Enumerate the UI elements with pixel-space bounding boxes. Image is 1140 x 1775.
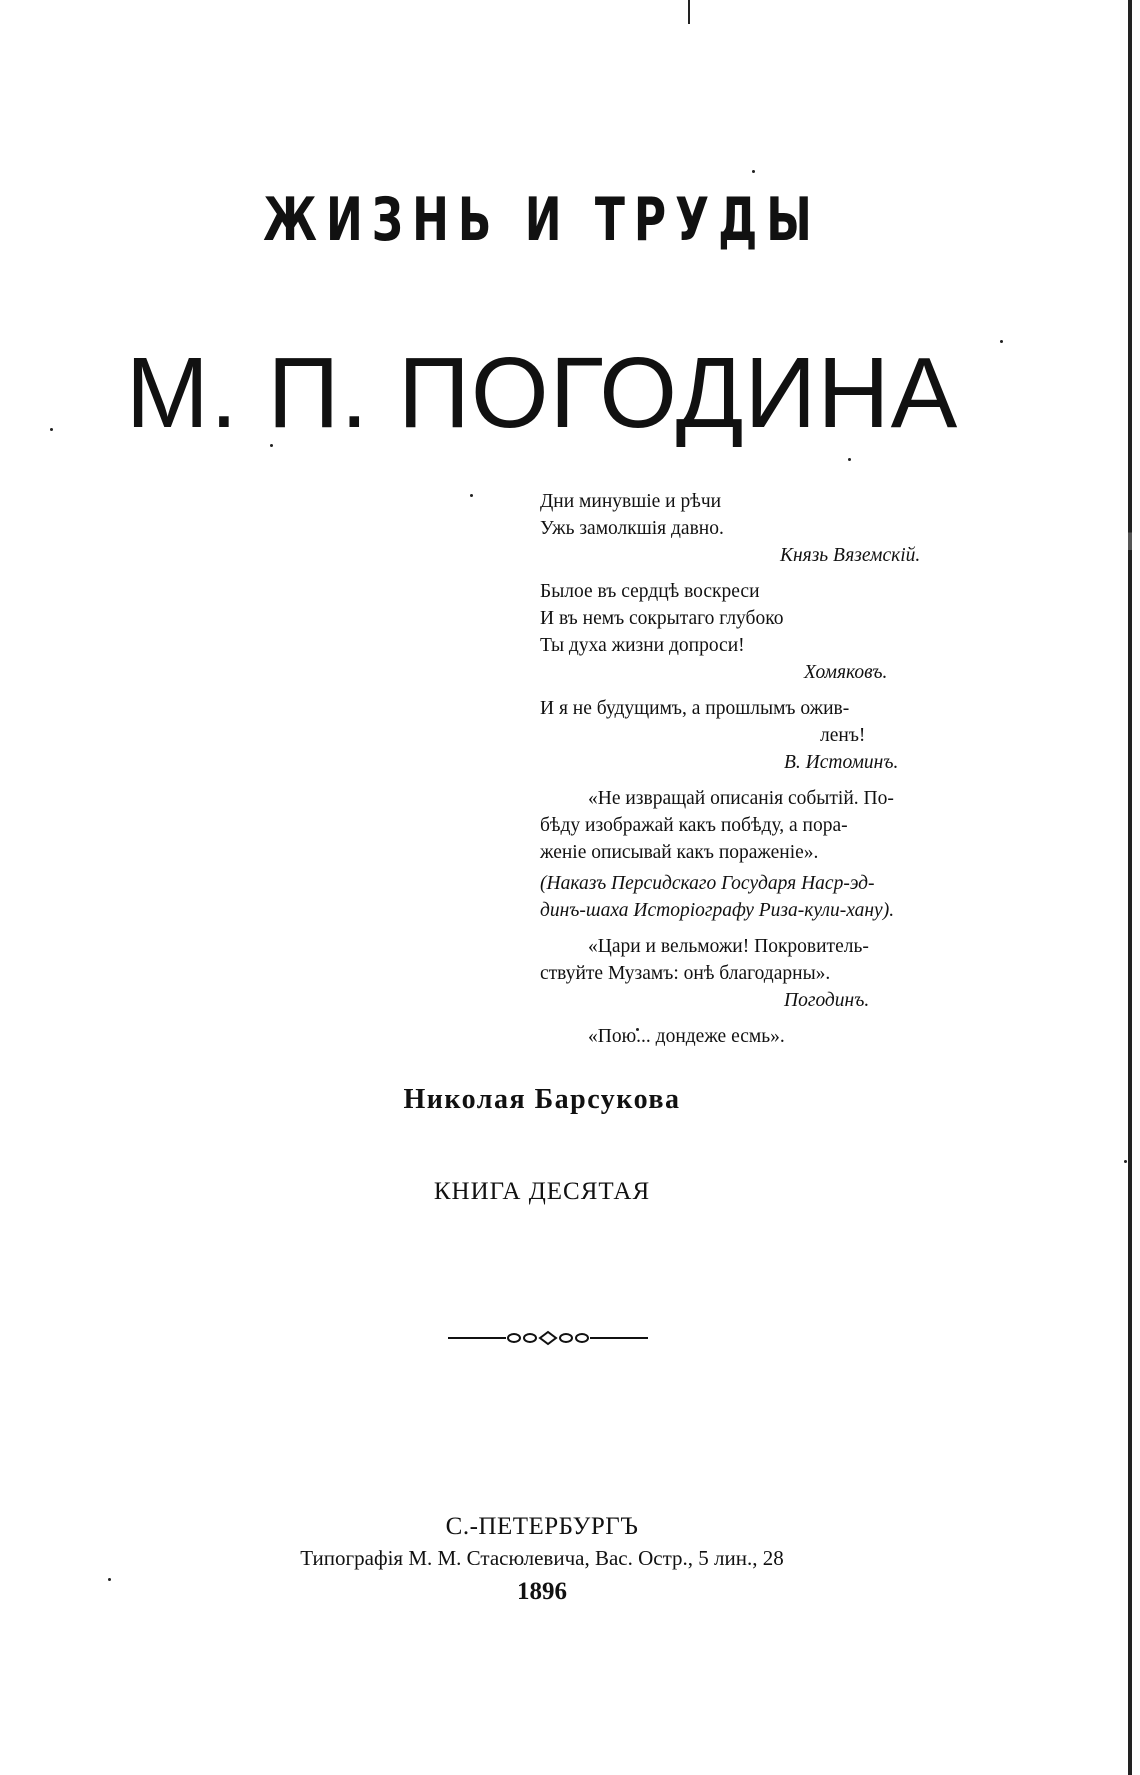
volume-label: КНИГА ДЕСЯТАЯ bbox=[433, 1178, 651, 1205]
epigraph-attribution: В. Истоминъ. bbox=[784, 752, 899, 773]
epigraph-attribution: Князь Вяземскій. bbox=[780, 545, 921, 566]
title-line-2: М. П. ПОГОДИНА bbox=[125, 337, 959, 449]
epigraphs bbox=[540, 488, 958, 1059]
epigraph-line: «Пою... дондеже есмь». bbox=[588, 1026, 785, 1047]
epigraph-line: женіе описывай какъ пораженіе». bbox=[540, 842, 819, 863]
scan-mark bbox=[688, 0, 690, 24]
epigraph-line: Ты духа жизни допроси! bbox=[540, 635, 745, 656]
ornament-divider bbox=[448, 1328, 648, 1348]
imprint-year: 1896 bbox=[517, 1578, 567, 1605]
epigraph-line: И въ немъ сокрытаго глубоко bbox=[540, 608, 784, 629]
page-edge-shadow bbox=[1128, 0, 1132, 1775]
epigraph-line: Былое въ сердцѣ воскреси bbox=[540, 581, 760, 602]
epigraph-motto bbox=[540, 1023, 958, 1050]
epigraph-line: Дни минувшіе и рѣчи bbox=[540, 491, 722, 512]
epigraph-istomin bbox=[540, 695, 958, 776]
imprint-printer: Типографія М. М. Стасюлевича, Вас. Остр., 5 лин., 28 bbox=[300, 1546, 784, 1570]
epigraph-line: Ужь замолкшія давно. bbox=[540, 518, 724, 539]
title-line-1: ЖИЗНЬ И ТРУДЫ bbox=[263, 186, 821, 255]
scan-speck bbox=[470, 494, 473, 497]
imprint-city: С.-ПЕТЕРБУРГЪ bbox=[445, 1513, 639, 1540]
epigraph-line: И я не будущимъ, а прошлымъ ожив- bbox=[540, 698, 850, 719]
epigraph-shah-decree bbox=[540, 785, 958, 924]
epigraph-attribution: динъ-шаха Исторіографу Риза-кули-хану). bbox=[540, 900, 895, 921]
epigraph-attribution: Хомяковъ. bbox=[804, 662, 888, 683]
scan-speck bbox=[1124, 1160, 1127, 1163]
epigraph-line: «Цари и вельможи! Покровитель- bbox=[588, 936, 869, 957]
scan-speck bbox=[752, 170, 755, 173]
epigraph-line: бѣду изображай какъ побѣду, а пора- bbox=[540, 815, 848, 836]
epigraph-attribution: (Наказъ Персидскаго Государя Наср-эд- bbox=[540, 873, 875, 894]
epigraph-line: ствуйте Музамъ: онѣ благодарны». bbox=[540, 963, 831, 984]
epigraph-khomyakov bbox=[540, 578, 958, 686]
epigraph-line: «Не извращай описанія событій. По- bbox=[588, 788, 894, 809]
epigraph-attribution: Погодинъ. bbox=[784, 990, 870, 1011]
author-name: Николая Барсукова bbox=[403, 1084, 681, 1115]
epigraph-line: ленъ! bbox=[820, 725, 866, 746]
epigraph-vyazemsky bbox=[540, 488, 958, 569]
epigraph-pogodin bbox=[540, 933, 958, 1014]
scan-speck bbox=[848, 458, 851, 461]
